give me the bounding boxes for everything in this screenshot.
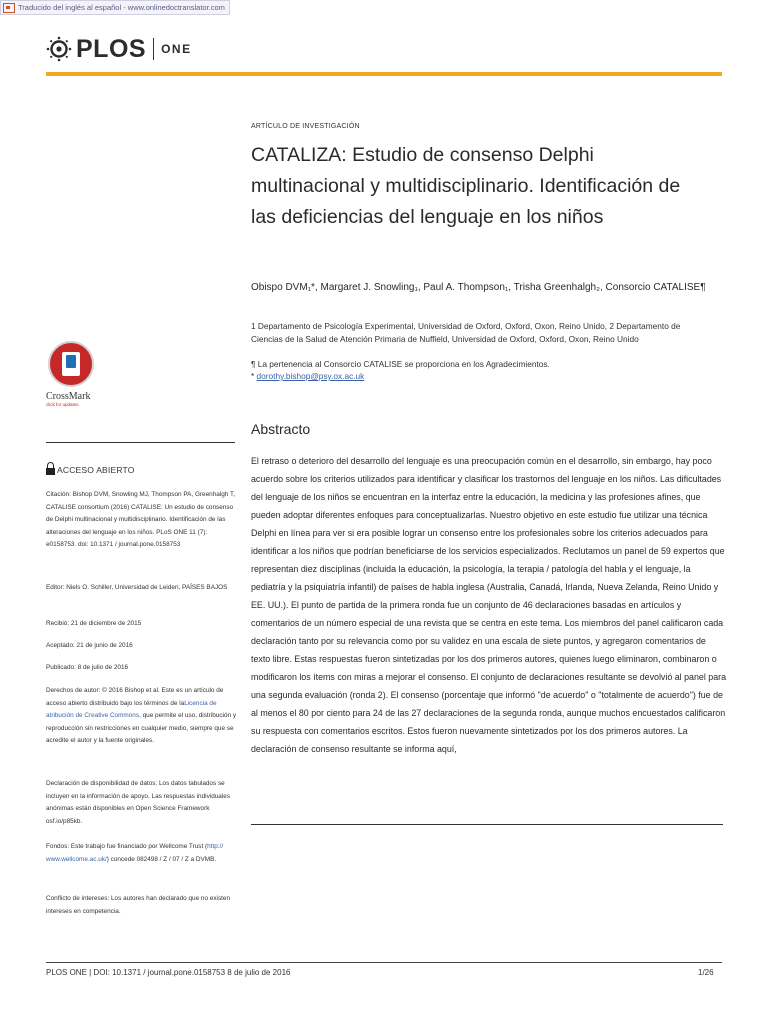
article-title: CATALIZA: Estudio de consenso Delphi multinacional y multidisciplinario. Identificación de las deficiencias del lenguaje en los niños <box>251 144 681 228</box>
affiliations: 1 Departamento de Psicología Experimental, Universidad de Oxford, Oxford, Oxon, Reino Unido, 2 Departamento de Ciencias de la Salud de Atención Primaria de Nuffield, Universidad de Oxford, Oxford, Oxon, Reino Unido <box>251 321 681 344</box>
plos-mark-icon <box>46 36 72 62</box>
abstract-end-rule <box>251 824 723 825</box>
logo-journal: ONE <box>161 42 192 56</box>
corresponding-email <box>251 370 711 382</box>
sidebar-rule <box>46 442 235 443</box>
open-access <box>46 462 135 475</box>
citation: Citación: Bishop DVM, Snowling MJ, Thompson PA, Greenhalgh T, CATALISE consortium (2016) CATALISE: Un estudio de consenso de Delphi multinacional y multidisciplinario. Identificación de las alteraciones del lenguaje en los niños. PLoS ONE 11 (7): e0158753. doi: 10.1371 / journal.pone.0158753 <box>46 491 235 548</box>
copyright-text-2: , que permite el uso, distribución y reproducción sin restricciones en cualquier medio, siempre que se acredite el autor y la fuente originales. <box>46 712 237 744</box>
published-date: Publicado: 8 de julio de 2016 <box>46 664 129 671</box>
logo-divider <box>153 38 154 60</box>
received-date: Recibió: 21 de diciembre de 2015 <box>46 620 142 627</box>
funding-text-1: Fondos: Este trabajo fue financiado por Wellcome Trust ( <box>46 843 208 850</box>
page-number: 1/26 <box>698 968 714 977</box>
conflict-of-interest: Conflicto de intereses: Los autores han declarado que no existen intereses en competencia. <box>46 895 231 915</box>
abstract-heading: Abstracto <box>251 421 311 437</box>
copyright-text-1: Derechos de autor: © 2016 Bishop et al. Este es un artículo de acceso abierto distribuido bajo los términos de la <box>46 687 224 707</box>
membership-text: ¶ La pertenencia al Consorcio CATALISE se proporciona en los Agradecimientos. <box>251 359 550 369</box>
copyright <box>46 685 238 748</box>
crossmark-sub: click for updates <box>46 402 79 407</box>
plos-logo <box>46 34 192 64</box>
license-link[interactable]: Licencia de atribución de Creative Commons <box>46 699 217 719</box>
membership-note <box>251 358 711 382</box>
editor: Editor: Niels O. Schiller, Universidad de Leiden, PAÍSES BAJOS <box>46 584 228 591</box>
funding <box>46 841 238 866</box>
accepted-date: Aceptado: 21 de junio de 2016 <box>46 642 133 649</box>
article-type: ARTÍCULO DE INVESTIGACIÓN <box>251 123 360 130</box>
crossmark-label: CrossMark <box>46 391 91 402</box>
logo-wordmark: PLOS <box>76 34 147 63</box>
abstract-body: El retraso o deterioro del desarrollo del lenguaje es una preocupación común en el desarrollo, sin embargo, hay poco acuerdo sobre los criterios utilizados para identificar y clasificar los trastornos del lenguaje en los niños. Las dificultades del lenguaje de los niños se encuentran en la interfaz entre la educación, la medicina y las profesiones afines, que pueden adoptar diferentes enfoques para conceptualizarlas. Nuestro objetivo en este estudio fue utilizar una técnica Delphi en línea para ver si era posible lograr un consenso entre los profesionales sobre los criterios adecuados para identificar a los niños que podrían beneficiarse de los servicios especializados. Reclutamos un panel de 59 expertos que representan diez disciplinas (incluida la educación, la psicología, la terapia / patología del habla y el lenguaje, la pediatría y la psiquiatría infantil) de países de habla inglesa (Australia, Canadá, Irlanda, Nueva Zelanda, Reino Unido y EE. UU.). El punto de partida de la primera ronda fue un conjunto de 46 declaraciones basadas en artículos y comentarios de un número especial de una revista que se centra en este tema. Los miembros del panel calificaron cada declaración tanto por su relevancia como por su validez en una escala de siete puntos, y agregaron comentarios de texto libre. Estas respuestas fueron sintetizadas por los dos primeros autores, quienes luego eliminaron, combinaron o modificaron los ítems con miras a mejorar el consenso. El conjunto de declaraciones resultante se devolvió al panel para una segunda evaluación (ronda 2). El consenso (porcentaje que informó "de acuerdo" o "totalmente de acuerdo") fue de al menos el 80 por ciento para 24 de las 27 declaraciones de la segunda ronda, aunque muchos encuestados calificaron su respuesta con comentarios escritos. Estos fueron nuevamente sintetizados por los dos primeros autores. La declaración de consenso resultante se informa aquí, <box>251 456 727 754</box>
author-list: Obispo DVM₁*, Margaret J. Snowling₁, Paul A. Thompson₁, Trisha Greenhalgh₂, Consorcio CATALISE¶ <box>251 282 706 293</box>
funding-link[interactable]: http:// www.wellcome.ac.uk/ <box>46 843 224 863</box>
crossmark-badge[interactable] <box>46 341 106 407</box>
translator-icon <box>3 3 15 13</box>
translator-bar-label[interactable]: Traducido del inglés al español - www.onlinedoctranslator.com <box>18 3 225 12</box>
email-link[interactable]: dorothy.bishop@psy.ox.ac.uk <box>256 371 365 381</box>
crossmark-icon <box>48 341 94 387</box>
open-lock-icon <box>46 462 55 475</box>
translator-bar[interactable] <box>0 0 230 15</box>
email-marker: * <box>251 371 255 381</box>
open-access-label: ACCESO ABIERTO <box>57 465 135 475</box>
footer-rule <box>46 962 722 963</box>
data-availability: Declaración de disponibilidad de datos: Los datos tabulados se incluyen en la información de apoyo. Las respuestas individuales anónimas están disponibles en Open Science Framework osf.io/p85kb. <box>46 780 231 825</box>
header-rule <box>46 72 722 76</box>
funding-text-2: ) concede 082498 / Z / 07 / Z a DVMB. <box>106 855 217 863</box>
footer-citation: PLOS ONE | DOI: 10.1371 / journal.pone.0158753 8 de julio de 2016 <box>46 968 291 977</box>
